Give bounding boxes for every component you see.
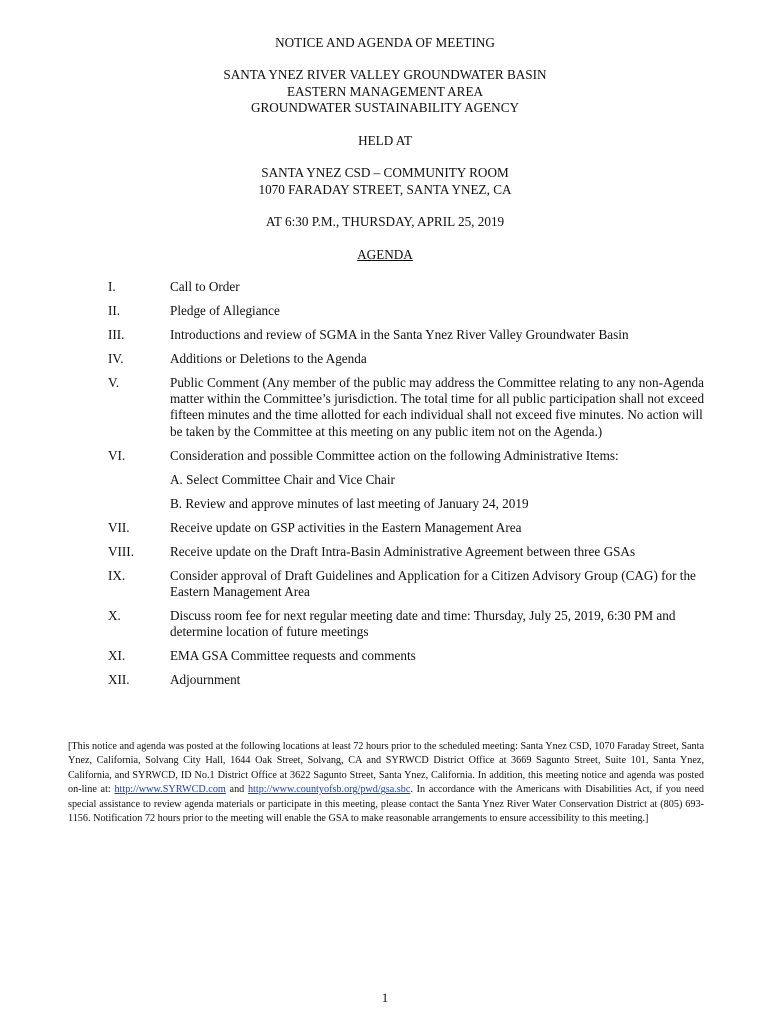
held-at-label: HELD AT	[358, 133, 412, 148]
agenda-item-7	[108, 520, 708, 536]
agenda-item-number: V.	[108, 375, 120, 390]
datetime-block	[0, 214, 770, 231]
agenda-item-6	[108, 448, 708, 464]
agenda-item-number: III.	[108, 327, 125, 342]
agenda-item-text: Additions or Deletions to the Agenda	[170, 351, 367, 366]
agenda-item-11	[108, 648, 708, 664]
agenda-item-text: Consideration and possible Committee action on the following Administrative Items:	[170, 447, 619, 463]
posting-notice-and: and	[225, 784, 248, 796]
agenda-item-text: Adjournment	[170, 672, 241, 688]
agenda-item-1	[108, 279, 708, 295]
page-number: 1	[381, 990, 389, 1005]
agency-name-block	[0, 67, 770, 117]
agenda-item-4	[108, 351, 708, 367]
agenda-item-number: II.	[108, 303, 121, 318]
agenda-item-8	[108, 544, 708, 560]
location-block	[0, 165, 770, 198]
agenda-item-5	[108, 375, 708, 440]
agenda-item-text: Receive update on GSP activities in the Eastern Management Area	[170, 519, 522, 535]
syrwcd-website-link[interactable]: http://www.SYRWCD.com	[114, 784, 226, 796]
agency-line-2: EASTERN MANAGEMENT AREA	[286, 83, 484, 99]
agenda-item-9	[108, 568, 708, 600]
agenda-item-text: Call to Order	[170, 279, 240, 294]
agenda-item-12	[108, 672, 708, 688]
posting-notice-text: [This notice and agenda was posted at the following locations at least 72 hours prior to the scheduled meeting: Santa Ynez CSD, 1070 Faraday Street, Santa Ynez, California, Solvang City Hall, 1644 Oak Street, Solvang, CA and SYRWCD District Office at 3669 Sagunto Street, Suite 101, Santa Ynez, California, and SYRWCD, ID No.1 District Office at 3622 Sagunto Street, Santa Ynez, California. In addition, this meeting notice and agenda was posted on-line at:	[68, 741, 704, 796]
agenda-item-number: I.	[108, 279, 116, 294]
agenda-title: AGENDA	[357, 247, 413, 262]
agenda-list	[108, 279, 708, 696]
agenda-item-text: Pledge of Allegiance	[170, 303, 280, 318]
agenda-item-text: Receive update on the Draft Intra-Basin Administrative Agreement between three GSAs	[170, 543, 636, 559]
meeting-datetime: AT 6:30 P.M., THURSDAY, APRIL 25, 2019	[265, 214, 505, 229]
notice-title: NOTICE AND AGENDA OF MEETING	[275, 35, 495, 50]
agenda-item-number: IX.	[108, 567, 126, 583]
agenda-subitem-a	[108, 472, 708, 488]
agenda-item-number: VII.	[108, 519, 130, 535]
agenda-item-number: XII.	[108, 672, 130, 688]
posting-notice-accessibility-text: . In accordance with the Americans with Disabilities Act, if you need special assistance to review agenda materials or participate in this meeting, please contact the Santa Ynez River Water Conservation District at (805) 693-1156. Notification 72 hours prior to the meeting will enable the GSA to make reasonable arrangements to ensure accessibility to this meeting.]	[68, 784, 704, 825]
agency-line-1: SANTA YNEZ RIVER VALLEY GROUNDWATER BASIN	[223, 67, 547, 82]
agenda-subitem-text: A. Select Committee Chair and Vice Chair	[170, 471, 395, 487]
agenda-item-10	[108, 608, 708, 640]
notice-title-block	[0, 35, 770, 52]
agenda-subitem-b	[108, 496, 708, 512]
location-line-1: SANTA YNEZ CSD – COMMUNITY ROOM	[261, 165, 509, 180]
agenda-item-text: EMA GSA Committee requests and comments	[170, 648, 416, 664]
agenda-title-block	[0, 247, 770, 264]
agenda-subitem-text: B. Review and approve minutes of last meeting of January 24, 2019	[170, 495, 529, 511]
agenda-item-number: XI.	[108, 648, 126, 664]
agenda-item-number: IV.	[108, 351, 124, 366]
agency-line-3: GROUNDWATER SUSTAINABILITY AGENCY	[250, 100, 520, 115]
agenda-item-text: Public Comment (Any member of the public may address the Committee relating to any non-Agenda matter within the Committee’s jurisdiction. The total time for all public participation shall not exceed fifteen minutes and the time allotted for each individual shall not exceed five minutes. No action will be taken by the Committee at this meeting on any public item not on the Agenda.)	[170, 375, 705, 439]
agenda-item-text: Discuss room fee for next regular meeting date and time: Thursday, July 25, 2019, 6:30 PM and determine location of future meetings	[170, 607, 676, 640]
agenda-item-text: Consider approval of Draft Guidelines and Application for a Citizen Advisory Group (CAG) for the Eastern Management Area	[170, 567, 696, 599]
agenda-item-number: VIII.	[108, 543, 134, 559]
agenda-item-number: X.	[108, 607, 121, 623]
agenda-item-text: Introductions and review of SGMA in the Santa Ynez River Valley Groundwater Basin	[170, 327, 629, 342]
location-line-2: 1070 FARADAY STREET, SANTA YNEZ, CA	[258, 181, 512, 197]
county-gsa-website-link[interactable]: http://www.countyofsb.org/pwd/gsa.sbc	[247, 784, 411, 796]
held-at-block	[0, 133, 770, 150]
agenda-item-2	[108, 303, 708, 319]
agenda-item-3	[108, 327, 708, 343]
posting-notice	[68, 740, 704, 826]
agenda-item-number: VI.	[108, 447, 126, 463]
